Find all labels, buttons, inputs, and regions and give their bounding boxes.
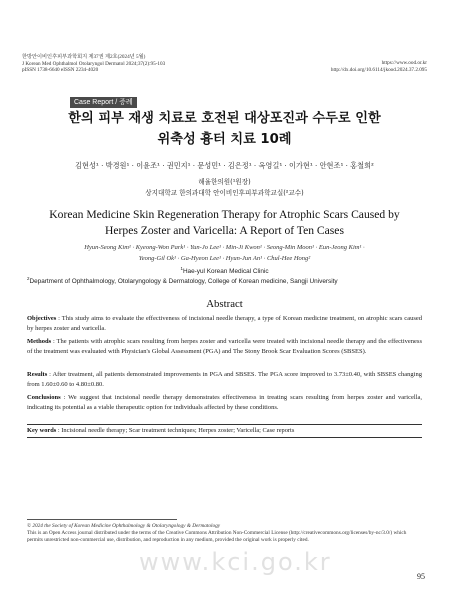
objectives-label: Objectives <box>27 315 57 322</box>
english-title-line1: Korean Medicine Skin Regeneration Therapy for Atrophic Scars Caused by <box>49 208 400 221</box>
korean-affiliation-1: 해율한의원(¹원장) <box>198 178 251 186</box>
english-affiliation-2 <box>27 275 338 285</box>
copyright-line: © 2024 the Society of Korean Medicine Ophthalmology & Otolaryngology & Dermatology <box>27 523 221 529</box>
affiliation-text: Department of Ophthalmology, Otolaryngology & Dermatology, College of Korean medicine, Sangji University <box>29 278 338 285</box>
english-authors-line1: Hyun-Seong Kim¹ · Kyeong-Won Park¹ · Yun-Jo Lee¹ · Min-Ji Kwon¹ · Seong-Min Moon¹ · Eun-Jeong Kim¹ · <box>84 244 365 251</box>
journal-meta-line: pISSN 1738-6640 eISSN 2234-4020 <box>22 67 99 74</box>
korean-title-line2: 위축성 흉터 치료 10례 <box>157 132 292 147</box>
abstract-objectives <box>27 314 422 333</box>
results-text: : After treatment, all patients demonstrated improvements in PGA and SBSES. The PGA score improved to 3.73±0.40, with SBSES changing from 1.60±0.60 to 4.80±0.80. <box>27 371 422 388</box>
english-affiliation-1 <box>22 265 427 275</box>
page-number: 95 <box>417 572 425 581</box>
case-report-badge: Case Report / 증례 <box>70 97 137 108</box>
objectives-text: : This study aims to evaluate the effectiveness of incisional needle therapy, a type of Korean medicine treatment, on atrophic scars caused by herpes zoster and varicella. <box>27 315 422 332</box>
license-text: This is an Open Access journal distributed under the terms of the Creative Commons Attribution Non-Commercial License (http://creativecommons.org/licenses/by-nc/3.0/) which permits unrestricted non-commercial use, distribution, and reproduction in any medium, provided the original work is properly cited. <box>27 529 407 543</box>
conclusions-label: Conclusions <box>27 394 61 401</box>
affiliation-marker: 1 <box>180 265 183 271</box>
journal-meta-line: J Korean Med Ophthalmol Otolaryngol Dermatol 2024;37(2):95-103 <box>22 60 166 67</box>
footnote-divider <box>27 519 177 520</box>
korean-affiliation-2: 상지대학교 한의과대학 안이비인후피부과학교실(²교수) <box>145 189 304 197</box>
kci-watermark: www.kci.go.kr <box>139 548 332 576</box>
keywords-text: : Incisional needle therapy; Scar treatment techniques; Herpes zoster; Varicella; Case reports <box>56 427 295 434</box>
results-label: Results <box>27 371 48 378</box>
journal-meta-right <box>227 60 427 73</box>
affiliation-marker: 2 <box>27 275 30 281</box>
korean-authors: 김현성¹ · 박경원¹ · 이윤조¹ · 권민지¹ · 문성민¹ · 김은정¹ · 옥영길¹ · 이가현¹ · 안현조¹ · 홍철희² <box>75 161 374 170</box>
abstract-heading: Abstract <box>206 298 243 310</box>
methods-text: : The patients with atrophic scars resulting from herpes zoster and varicella were treated with incisional needle therapy and the effectiveness of the treatment was evaluated with Physician's Global Assessment (PGA) and The Stony Brook Scar Evaluation Scores (SBSES). <box>27 338 422 355</box>
abstract-conclusions <box>27 393 422 412</box>
abstract-results <box>27 370 422 389</box>
abstract-methods <box>27 337 422 356</box>
methods-label: Methods <box>27 338 52 345</box>
english-authors-line2: Yeong-Gil Ok¹ · Ga-Hyeon Lee¹ · Hyun-Jun An¹ · Chul-Hee Hong² <box>138 255 311 262</box>
affiliation-text: Hae-yul Korean Medical Clinic <box>182 268 269 275</box>
keywords-box <box>27 424 422 438</box>
keywords-label: Key words <box>27 427 57 434</box>
journal-url[interactable]: https://www.ood.or.kr <box>381 60 427 66</box>
conclusions-text: : We suggest that incisional needle therapy demonstrates effectiveness in treating scars resulting from herpes zoster and varicella, indicating its potential as a viable therapeutic option for individuals affected by these conditions. <box>27 394 422 411</box>
journal-meta-line: 한방안이비인후피부과학회지 제37권 제2호(2024년 5월) <box>22 54 146 60</box>
english-title-line2: Herpes Zoster and Varicella: A Report of Ten Cases <box>105 224 344 237</box>
korean-title-line1: 한의 피부 재생 치료로 호전된 대상포진과 수두로 인한 <box>68 111 381 126</box>
license-footnote <box>27 523 422 544</box>
doi-link[interactable]: http://dx.doi.org/10.6114/jkood.2024.37.2.095 <box>330 66 427 73</box>
